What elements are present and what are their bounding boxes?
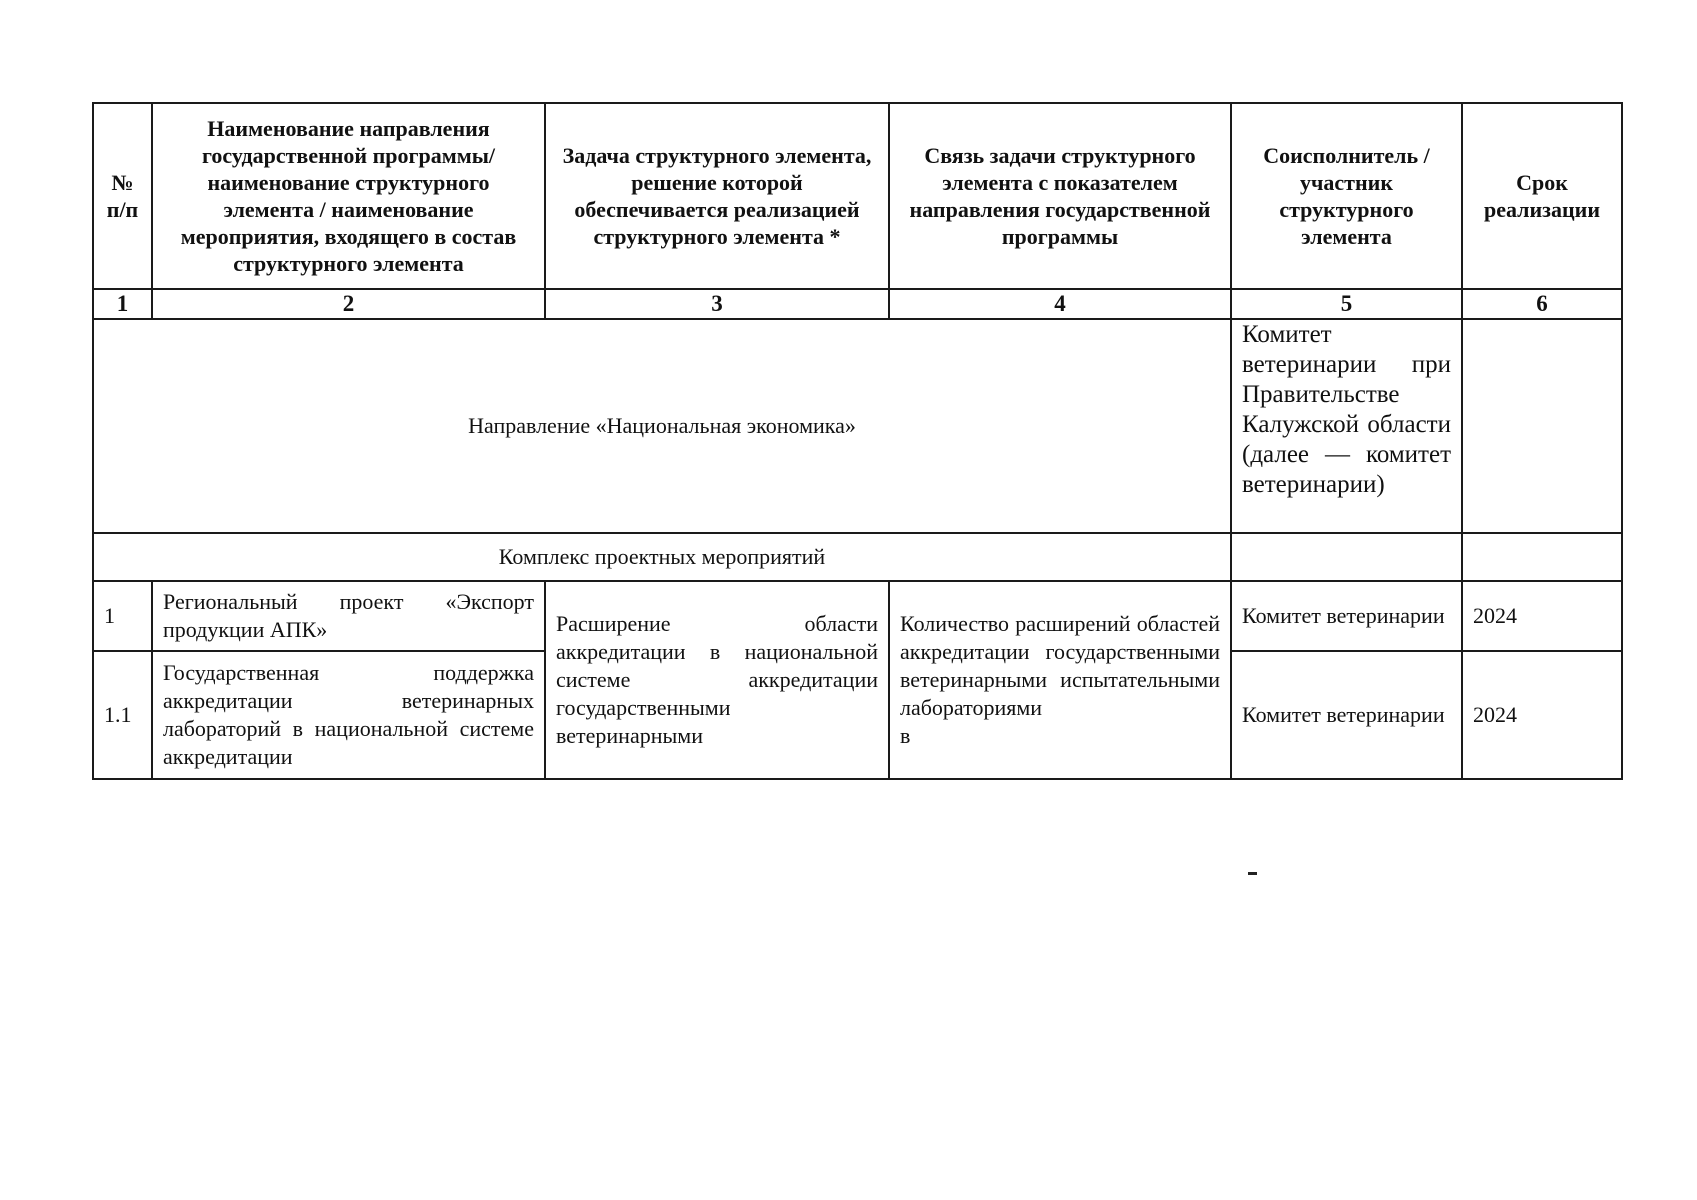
column-number: 4 (889, 289, 1231, 319)
column-number: 3 (545, 289, 889, 319)
column-number: 1 (93, 289, 152, 319)
complex-title: Комплекс проектных мероприятий (93, 533, 1231, 581)
program-table (92, 102, 1623, 780)
header-num: № п/п (93, 103, 152, 289)
column-number-row (93, 289, 1622, 319)
complex-row (93, 533, 1622, 581)
column-number: 2 (152, 289, 545, 319)
link-cell (889, 581, 1231, 779)
header-executor: Соисполнитель / участник структурного элемента (1231, 103, 1462, 289)
header-term: Срок реализации (1462, 103, 1622, 289)
row-term: 2024 (1462, 651, 1622, 779)
direction-row (93, 319, 1622, 533)
scan-mark (1248, 872, 1257, 875)
link-tail: в (900, 723, 911, 748)
row-term: 2024 (1462, 581, 1622, 651)
direction-executor: Комитет ветеринарии при Правительстве Калужской области (далее — комитет ветеринарии) (1231, 319, 1462, 533)
row-number: 1.1 (93, 651, 152, 779)
header-link: Связь задачи структурного элемента с показателем направления государственной программы (889, 103, 1231, 289)
direction-term (1462, 319, 1622, 533)
column-number: 5 (1231, 289, 1462, 319)
direction-title: Направление «Национальная экономика» (93, 319, 1231, 533)
link-text: Количество расширений областей аккредитации государственными ветеринарными испытательными лабораториями (900, 611, 1220, 720)
row-name: Государственная поддержка аккредитации ветеринарных лабораторий в национальной системе аккредитации (152, 651, 545, 779)
row-executor: Комитет ветеринарии (1231, 651, 1462, 779)
row-executor: Комитет ветеринарии (1231, 581, 1462, 651)
complex-executor (1231, 533, 1462, 581)
task-cell: Расширение области аккредитации в национальной системе аккредитации государственными ветеринарными (545, 581, 889, 779)
column-number: 6 (1462, 289, 1622, 319)
header-task: Задача структурного элемента, решение которой обеспечивается реализацией структурного элемента * (545, 103, 889, 289)
header-name: Наименование направления государственной программы/ наименование структурного элемента / наименование мероприятия, входящего в состав структурного элемента (152, 103, 545, 289)
complex-term (1462, 533, 1622, 581)
row-name: Региональный проект «Экспорт продукции АПК» (152, 581, 545, 651)
row-number: 1 (93, 581, 152, 651)
header-row (93, 103, 1622, 289)
table-row (93, 581, 1622, 651)
